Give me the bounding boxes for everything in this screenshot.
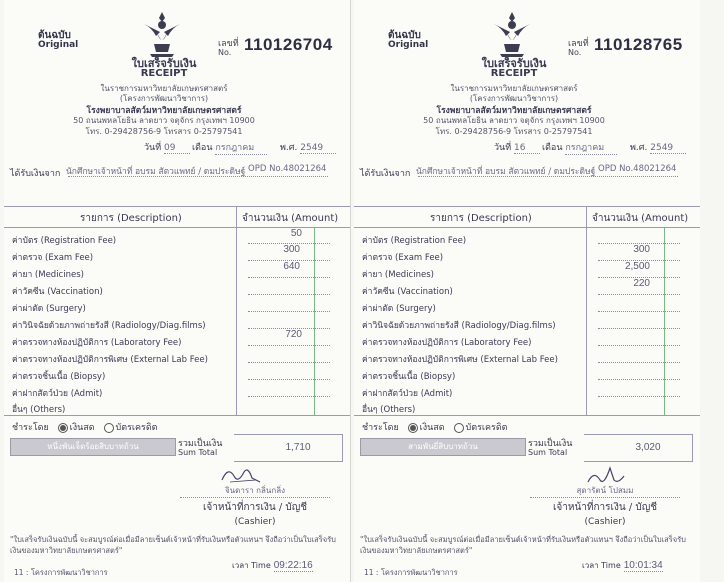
opd-number: OPD No.48021264 bbox=[248, 164, 327, 174]
amount-in-words-stamp: สามพันยี่สิบบาทถ้วน bbox=[360, 438, 526, 456]
item-label: ค่าบัตร (Registration Fee) bbox=[362, 236, 467, 246]
validity-note: "ใบเสร็จรับเงินฉบับนี้ จะสมบูรณ์ต่อเมื่อมีลายเซ็นต์เจ้าหน้าที่รับเงินหรือตัวแทนฯ จึงถือว่าเป็นใบเสร็จรับเงินของมหาวิทยาลัยเกษตรศาสตร์" bbox=[10, 535, 336, 555]
total-amount: 1,710 bbox=[285, 442, 311, 453]
receipt-title-en: RECEIPT bbox=[140, 68, 188, 79]
hospital-name: โรงพยาบาลสัตว์มหาวิทยาลัยเกษตรศาสตร์ bbox=[86, 106, 242, 116]
item-label: ค่าตรวจทางห้องปฏิบัติการพิเศษ (External Lab Fee) bbox=[12, 355, 208, 365]
item-amount: 300 bbox=[633, 244, 650, 255]
issuer-subline: (โครงการพัฒนาวิชาการ) bbox=[469, 94, 559, 103]
payment-method bbox=[12, 420, 158, 434]
date-month bbox=[192, 140, 267, 155]
item-label: ค่าตรวจชิ้นเนื้อ (Biopsy) bbox=[12, 372, 106, 382]
validity-note: "ใบเสร็จรับเงินฉบับนี้ จะสมบูรณ์ต่อเมื่อมีลายเซ็นต์เจ้าหน้าที่รับเงินหรือตัวแทนฯ จึงถือว่าเป็นใบเสร็จรับเงินของมหาวิทยาลัยเกษตรศาสตร์" bbox=[360, 535, 686, 555]
number-label-en: No. bbox=[568, 48, 582, 57]
original-label-th: ต้นฉบับ bbox=[38, 30, 71, 41]
item-label: ค่ายา (Medicines) bbox=[362, 270, 434, 280]
date-year-label: พ.ศ. bbox=[280, 143, 298, 153]
item-label: ค่าวินิจฉัยด้วยภาพถ่ายรังสี (Radiology/Diag.films) bbox=[362, 321, 556, 331]
date-year-value: 2549 bbox=[650, 143, 686, 154]
time-value: 09:22:16 bbox=[273, 560, 313, 571]
date-month bbox=[542, 140, 617, 155]
receipt-1 bbox=[4, 0, 351, 582]
item-amount: 300 bbox=[283, 244, 300, 255]
original-label-en: Original bbox=[388, 40, 429, 50]
receipt-number: 110128765 bbox=[594, 35, 683, 54]
issuer-subline: (โครงการพัฒนาวิชาการ) bbox=[119, 94, 209, 103]
col-description: รายการ (Description) bbox=[430, 213, 532, 224]
item-label: ค่าวัคซีน (Vaccination) bbox=[362, 287, 453, 297]
issuer-line: ในราชการมหาวิทยาลัยเกษตรศาสตร์ bbox=[100, 84, 228, 93]
received-from-value: นักศึกษาเจ้าหน้าที่ อบรม สัตวแพทย์ / ดมประดิษฐ์ bbox=[416, 167, 596, 177]
receipt-number: 110126704 bbox=[244, 35, 333, 54]
item-label: ค่าตรวจทางห้องปฏิบัติการ (Laboratory Fee) bbox=[12, 338, 182, 348]
credit-card-radio-icon bbox=[104, 423, 114, 433]
item-amount: 640 bbox=[283, 261, 300, 272]
date-day-label: วันที่ bbox=[494, 143, 512, 153]
total-label-en: Sum Total bbox=[528, 448, 568, 457]
item-label: ค่าตรวจทางห้องปฏิบัติการพิเศษ (External Lab Fee) bbox=[362, 355, 558, 365]
issuer-line: ในราชการมหาวิทยาลัยเกษตรศาสตร์ bbox=[450, 84, 578, 93]
receipt-title-en: RECEIPT bbox=[490, 68, 538, 79]
items-table bbox=[354, 206, 700, 416]
hospital-phone: โทร. 0-29428756-9 โทรสาร 0-25797541 bbox=[85, 127, 243, 136]
cashier-title-th: เจ้าหน้าที่การเงิน / บัญชี bbox=[552, 502, 658, 513]
total-label-th: รวมเป็นเงิน bbox=[528, 439, 573, 449]
item-label: ค่าบัตร (Registration Fee) bbox=[12, 236, 117, 246]
payment-label: ชำระโดย bbox=[12, 423, 49, 433]
total-amount: 3,020 bbox=[635, 442, 661, 453]
date-day-label: วันที่ bbox=[144, 143, 162, 153]
payment-card-label: บัตรเครดิต bbox=[115, 423, 158, 433]
number-label-th: เลขที่ bbox=[568, 39, 589, 49]
hospital-address: 50 ถนนพหลโยธิน ลาดยาว จตุจักร กรุงเทพฯ 10900 bbox=[423, 116, 605, 125]
date-month-label: เดือน bbox=[192, 143, 213, 153]
date-year bbox=[280, 140, 336, 154]
receipt-title-th: ใบเสร็จรับเงิน bbox=[481, 57, 547, 70]
received-from-value: นักศึกษาเจ้าหน้าที่ อบรม สัตวแพทย์ / ดมประดิษฐ์ bbox=[66, 167, 246, 177]
amount-in-words-stamp: หนึ่งพันเจ็ดร้อยสิบบาทถ้วน bbox=[10, 438, 176, 456]
items-table bbox=[4, 206, 350, 416]
time-label: เวลา Time bbox=[582, 561, 621, 570]
date-year-label: พ.ศ. bbox=[630, 143, 648, 153]
time bbox=[232, 559, 313, 572]
number-label-th: เลขที่ bbox=[218, 39, 239, 49]
item-label: ค่ายา (Medicines) bbox=[12, 270, 84, 280]
payment-method bbox=[362, 420, 508, 434]
time bbox=[582, 559, 663, 572]
date-month-value: กรกฎาคม bbox=[565, 140, 617, 155]
signer-name: สุดารัตน์ โปสมม bbox=[530, 484, 680, 498]
col-amount: จำนวนเงิน (Amount) bbox=[242, 213, 339, 224]
item-label: ค่าตรวจชิ้นเนื้อ (Biopsy) bbox=[362, 372, 456, 382]
item-amount: 50 bbox=[290, 228, 302, 239]
payment-label: ชำระโดย bbox=[362, 423, 399, 433]
item-label: ค่าตรวจ (Exam Fee) bbox=[362, 253, 444, 263]
original-label-th: ต้นฉบับ bbox=[388, 30, 421, 41]
received-from bbox=[10, 164, 327, 180]
opd-number: OPD No.48021264 bbox=[598, 164, 677, 174]
number-label-en: No. bbox=[218, 48, 232, 57]
total-label-th: รวมเป็นเงิน bbox=[178, 439, 223, 449]
item-amount: 2,500 bbox=[624, 261, 650, 272]
payment-cash-label: เงินสด bbox=[419, 423, 445, 433]
receipt-title-th: ใบเสร็จรับเงิน bbox=[131, 57, 197, 70]
cash-radio-icon bbox=[58, 423, 68, 433]
item-label: ค่าฝากสัตว์ป่วย (Admit) bbox=[362, 389, 453, 399]
hospital-name: โรงพยาบาลสัตว์มหาวิทยาลัยเกษตรศาสตร์ bbox=[436, 106, 592, 116]
received-from bbox=[360, 164, 677, 180]
date-day-value: 16 bbox=[514, 143, 540, 154]
cashier-title-en: (Cashier) bbox=[234, 517, 276, 527]
date-month-value: กรกฎาคม bbox=[215, 140, 267, 155]
receipt-2 bbox=[354, 0, 700, 582]
received-from-label: ได้รับเงินจาก bbox=[10, 169, 61, 179]
col-description: รายการ (Description) bbox=[80, 213, 182, 224]
original-label-en: Original bbox=[38, 40, 79, 50]
date-year bbox=[630, 140, 686, 154]
item-label: ค่าตรวจทางห้องปฏิบัติการ (Laboratory Fee) bbox=[362, 338, 532, 348]
credit-card-radio-icon bbox=[454, 423, 464, 433]
date-day-value: 09 bbox=[164, 143, 190, 154]
item-label: ค่าวินิจฉัยด้วยภาพถ่ายรังสี (Radiology/Diag.films) bbox=[12, 321, 206, 331]
date-year-value: 2549 bbox=[300, 143, 336, 154]
date-month-label: เดือน bbox=[542, 143, 563, 153]
item-label: ค่าฝากสัตว์ป่วย (Admit) bbox=[12, 389, 103, 399]
time-label: เวลา Time bbox=[232, 561, 271, 570]
item-label: อื่นๆ (Others) bbox=[12, 405, 66, 415]
cashier-title-th: เจ้าหน้าที่การเงิน / บัญชี bbox=[202, 502, 308, 513]
item-label: อื่นๆ (Others) bbox=[362, 405, 416, 415]
item-label: ค่าผ่าตัด (Surgery) bbox=[362, 304, 436, 314]
item-label: ค่าวัคซีน (Vaccination) bbox=[12, 287, 103, 297]
date-day bbox=[144, 140, 190, 154]
date-day bbox=[494, 140, 540, 154]
hospital-address: 50 ถนนพหลโยธิน ลาดยาว จตุจักร กรุงเทพฯ 10900 bbox=[73, 116, 255, 125]
item-label: ค่าผ่าตัด (Surgery) bbox=[12, 304, 86, 314]
hospital-phone: โทร. 0-29428756-9 โทรสาร 0-25797541 bbox=[435, 127, 593, 136]
item-amount: 720 bbox=[285, 329, 302, 340]
total-label-en: Sum Total bbox=[178, 448, 218, 457]
item-label: ค่าตรวจ (Exam Fee) bbox=[12, 253, 94, 263]
footer-code: 11 : โครงการพัฒนาวิชาการ bbox=[364, 568, 458, 577]
item-amount: 220 bbox=[633, 278, 650, 289]
payment-cash-label: เงินสด bbox=[69, 423, 95, 433]
col-amount: จำนวนเงิน (Amount) bbox=[592, 213, 689, 224]
footer-code: 11 : โครงการพัฒนาวิชาการ bbox=[14, 568, 108, 577]
cashier-title-en: (Cashier) bbox=[584, 517, 626, 527]
signer-name: จินดารา กลิ่นกลิ่ง bbox=[180, 484, 330, 498]
time-value: 10:01:34 bbox=[623, 560, 663, 571]
garuda-emblem-icon bbox=[492, 10, 532, 58]
garuda-emblem-icon bbox=[142, 10, 182, 58]
payment-card-label: บัตรเครดิต bbox=[465, 423, 508, 433]
cash-radio-icon bbox=[408, 423, 418, 433]
received-from-label: ได้รับเงินจาก bbox=[360, 169, 411, 179]
